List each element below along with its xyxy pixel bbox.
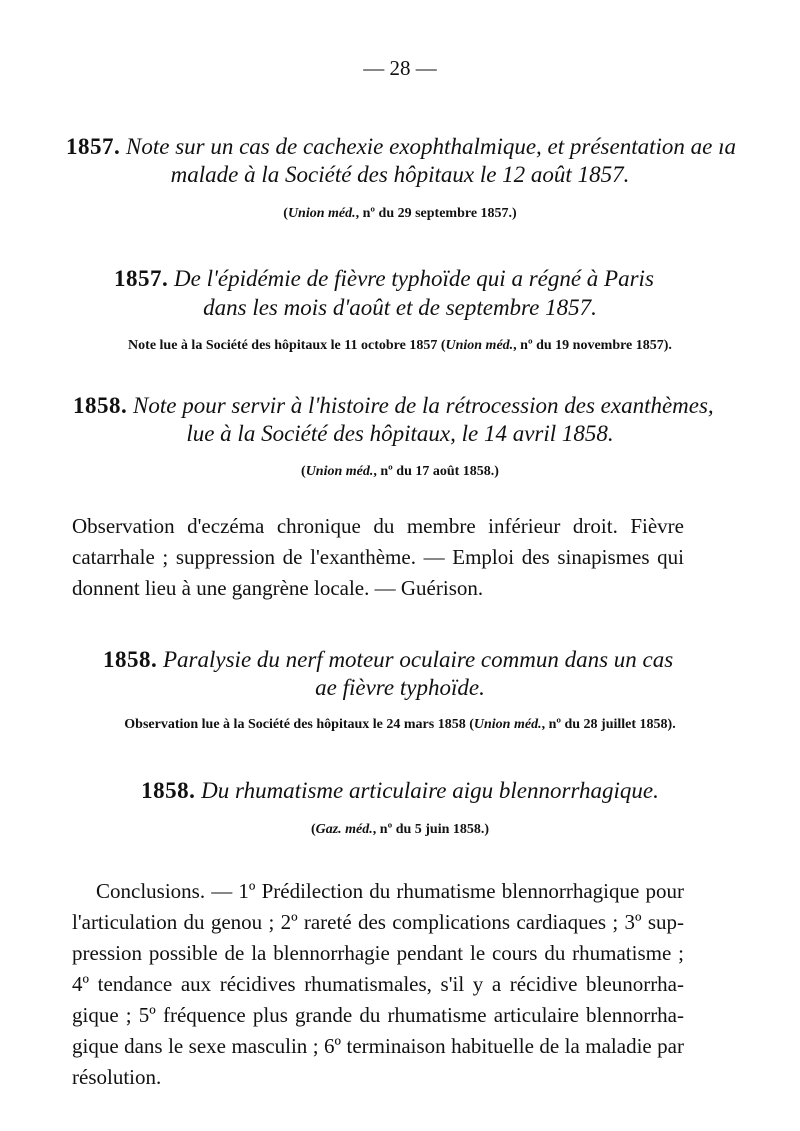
entry-1-title-text-1: Note sur un cas de cachexie exophthalmique, et présentation ae ıa bbox=[126, 134, 736, 159]
paragraph-line: catarrhale ; suppression de l'exanthème. — Emploi des sinapismes qui bbox=[72, 545, 684, 569]
paragraph-line: 4º tendance aux récidives rhumatismales, s'il y a récidive bleunorrha- bbox=[72, 972, 684, 996]
entry-5-source-pre: ( bbox=[310, 822, 316, 837]
entry-4-title-line-2 bbox=[0, 675, 800, 701]
entry-2-source-journal: Union méd. bbox=[445, 338, 514, 353]
entry-3-source bbox=[0, 464, 800, 480]
entry-5-year: 1858. bbox=[141, 778, 196, 803]
entry-4-title-text-1: Paralysie du nerf moteur oculaire commun dans un cas bbox=[163, 647, 674, 672]
paragraph-line: Conclusions. — 1º Prédilection du rhumatisme blennorrhagique pour bbox=[96, 879, 684, 903]
paragraph-line: Observation d'eczéma chronique du membre inférieur droit. Fièvre bbox=[72, 514, 684, 538]
entry-4-source-post: , nº du 28 juillet 1858). bbox=[541, 717, 676, 732]
entry-2-source-pre: Note lue à la Société des hôpitaux le 11 octobre 1857 ( bbox=[128, 338, 446, 353]
entry-1-title-line-2 bbox=[0, 162, 800, 188]
page-number: — 28 — bbox=[363, 56, 437, 80]
entry-4-title-text-2: ae fièvre typhoïde. bbox=[315, 675, 485, 700]
entry-1-year: 1857. bbox=[66, 134, 121, 159]
entry-1-source bbox=[0, 206, 800, 222]
entry-3-title-line-1 bbox=[73, 393, 714, 419]
entry-1-source-pre: ( bbox=[283, 206, 288, 221]
entry-3-paragraph bbox=[72, 511, 684, 604]
entry-4-source-pre: Observation lue à la Société des hôpitaux le 24 mars 1858 ( bbox=[124, 717, 474, 732]
entry-3-source-pre: ( bbox=[301, 464, 306, 479]
entry-2-source bbox=[0, 338, 800, 354]
entry-2-title-text-2: dans les mois d'août et de septembre 1857. bbox=[203, 295, 597, 320]
paragraph-line: l'articulation du genou ; 2º rareté des complications cardiaques ; 3º sup- bbox=[72, 910, 684, 934]
entry-2-title-text-1: De l'épidémie de fièvre typhoïde qui a régné à Paris bbox=[174, 266, 654, 291]
entry-2-title-line-2 bbox=[0, 295, 800, 321]
entry-3-source-journal: Union méd. bbox=[305, 464, 374, 479]
entry-4-source-journal: Union méd. bbox=[473, 717, 542, 732]
entry-5-source-post: , nº du 5 juin 1858.) bbox=[372, 822, 490, 837]
entry-4-year: 1858. bbox=[103, 647, 158, 672]
entry-5-source-journal: Gaz. méd. bbox=[315, 822, 373, 837]
entry-5-source bbox=[0, 822, 800, 838]
paragraph-line: gique ; 5º fréquence plus grande du rhumatisme articulaire blennorrha- bbox=[72, 1003, 684, 1027]
entry-3-title-text-2: lue à la Société des hôpitaux, le 14 avril 1858. bbox=[186, 421, 614, 446]
entry-1-source-post: , nº du 29 septembre 1857.) bbox=[355, 206, 517, 221]
paragraph-line: donnent lieu à une gangrène locale. — Guérison. bbox=[72, 576, 484, 600]
entry-3-year: 1858. bbox=[73, 393, 128, 418]
entry-1-title-text-2: malade à la Société des hôpitaux le 12 août 1857. bbox=[170, 162, 630, 187]
entry-3-title-line-2 bbox=[0, 421, 800, 447]
entry-1-source-journal: Union méd. bbox=[287, 206, 356, 221]
paragraph-line: gique dans le sexe masculin ; 6º terminaison habituelle de la maladie par bbox=[72, 1034, 684, 1058]
paragraph-line: pression possible de la blennorrhagie pendant le cours du rhumatisme ; bbox=[72, 941, 684, 965]
entry-2-source-post: , nº du 19 novembre 1857). bbox=[513, 338, 672, 353]
entry-5-paragraph bbox=[72, 876, 684, 1093]
entry-4-title-line-1 bbox=[103, 647, 673, 673]
entry-5-title-text-1: Du rhumatisme articulaire aigu blennorrhagique. bbox=[201, 778, 659, 803]
entry-2-title-line-1 bbox=[114, 266, 654, 292]
entry-4-source bbox=[0, 717, 800, 733]
paragraph-line: résolution. bbox=[72, 1065, 162, 1089]
entry-3-title-text-1: Note pour servir à l'histoire de la rétrocession des exanthèmes, bbox=[133, 393, 714, 418]
entry-1-title-line-1 bbox=[66, 134, 736, 160]
entry-2-year: 1857. bbox=[114, 266, 169, 291]
entry-3-source-post: , nº du 17 août 1858.) bbox=[373, 464, 499, 479]
entry-5-title-line-1 bbox=[0, 778, 800, 804]
